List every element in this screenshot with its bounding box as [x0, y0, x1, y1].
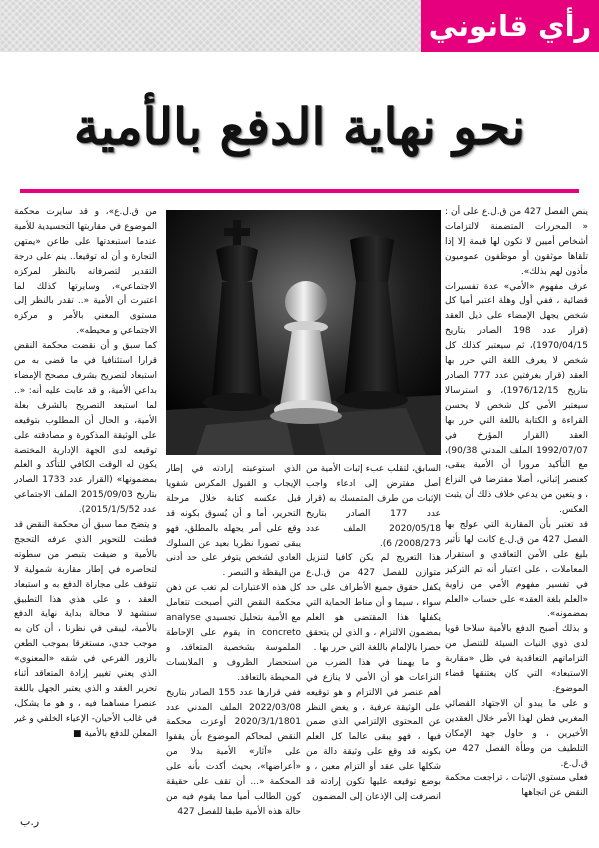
section-label: رأي قانوني	[421, 0, 599, 52]
article-column-right	[445, 205, 588, 830]
paragraph: كل هذه الاعتبارات لم تغب عن ذهن محكمة النقض التي أصبحت تتعامل مع الأمية بتحليل تجسيدي analyse in concreto يقوم على الإحاطة الملموسة بشخصية المتعاقد، و استحضار الظروف و الملابسات المحيطة بالتعاقد.	[166, 583, 301, 683]
article-column-middle-left	[166, 462, 301, 832]
paragraph: و على ما يبدو أن الاجتهاد القضائي المغربي فطن لهذا الأمر خلال العقدين الأخيرين ، و حاول جهد الإمكان التلطيف من وطأة الفصل 427 من ق.ل.ع.	[445, 698, 588, 769]
paragraph: من ق.ل.ع»، و قد سايرت محكمة الموضوع في مقاربتها التجسيدية للأمية عندما استبعدتها على طاعن «يمتهن التجارة و أن له توقيعا.. ينم على درجة التقدير لتصرفاته بالنظر لمركزه الاجتماعي»، وسايرتها كذلك لما اعتبرت أن الأمية «.. تقدر بالنظر إلى مستوى المعني بالأمر و مركزه الاجتماعي و محيطه».	[14, 207, 157, 337]
paragraph: السابق، لتقلب عبء إثبات الأمية من أصل مفترض إلى ادعاء واجب الإثبات من طرف المتمسك به (قرار عدد 177 الصادر بتاريخ 2020/05/18 الملف عدد 2008/273/ 6).	[306, 464, 441, 549]
paragraph: عرف مفهوم «الأمي» عدة تفسيرات قضائية ، ففي أول وهلة اعتبر أميا كل شخص يجهل الإمضاء على ذيل العقد (قرار عدد 198 الصادر بتاريخ 1970/04/15)، ثم سيعتبر كذلك كل شخص لا يعرف اللغة التي حرر بها العقد (قرار بغرفتين عدد 777 الصادر بتاريخ 1976/12/15)، و استرسالا سيعتبر الأمي كل شخص لا يحسن القراءة و الكتابة باللغة التي حرر بها العقد (القرار المؤرخ في 1992/07/07 الملف المدني 90/38)، مع التأكيد مرورا أن الأمية يبقى، كعنصر إثباتي، أصلا مفترضا في النزاع ، و يتعين من يدعي خلاف ذلك أن يثبت العكس.	[445, 281, 588, 516]
paragraph: قد تعتبر بأن المقاربة التي عولج بها الفصل 427 من ق.ل.ع كانت لها تأثير بليغ على الأمن التعاقدي و استقرار المعاملات ، على اعتبار أنه تم التركيز في تفسير مفهوم الأمي من زاوية «العلم بلغة العقد» على حساب «العلم بمضمونه».	[445, 520, 588, 620]
author-initials: ر.ب	[20, 815, 40, 828]
chess-photo	[166, 210, 441, 455]
paragraph: الذي استوعبته إرادته في إطار الإيجاب و القبول المكرس شفويا قبل عكسه كتابة خلال مرحلة التحرير، أما و أن يُسوق بكونه قد وقع على أمر يجهله بالمطلق، فهو يبقى تصورا نظريا بعيد عن السلوك العادي لشخص يتوفر على حد أدنى من اليقظة و التبصر .	[166, 464, 301, 579]
article-column-middle-right	[306, 462, 441, 832]
article-headline: نحو نهاية الدفع بالأمية	[73, 97, 526, 156]
paragraph: و يتضح مما سبق أن محكمة النقض قد فطنت للتحوير الذي عرفه التحجج بالأمية و ضيقت بتبصر من سطوته لتحاصره في إطار مقاربة شمولية لا تتوقف على مجاراة الدفع به و استبعاد العقد ، و على هذي هذا التطبيق سنشهد لا محالة بداية نهاية الدفع بالأمية، ليبقى في نظرنا ، أن كان به موجب جدي، مستغرقا بموجب الطعن بالزور الفرعي في شقه «المعنوي» الذي يعني تغيير إرادة المتعاقد أثناء تحرير العقد و الذي يعتبر الجهل باللغة عنصرا مساهما فيه ، و هو ما يشكل، في غالب الأحيان- الإعياء الخلفي و غير المعلن للدفع بالأمية ■	[14, 520, 157, 739]
headline-rule	[20, 189, 579, 193]
paragraph: و ما يهمنا في هذا الضرب من النزاعات هو أن الأمي لا ينازع في أهم عنصر في الالتزام و هو توقيعه على الوثيقة عرفية ، و يغض النظر عن المحتوى الإلتزامي الذي ضمن فيها ، فهو يبقى عالما كل العلم بكونه قد وقع على وثيقة دالة من شكلها على عقد أو التزام معين ، و بوضع توقيعه عليها تكون إرادته قد انصرفت إلى الإذعان إلى المضمون	[306, 657, 441, 802]
paragraph: كما سبق و أن نقضت محكمة النقض قرارا استئنافيا في ما قضى به من استبعاد لتصريح بشرف مصحح الإمضاء بداعي الأمية، و قد عابت عليه أنه: «.. لما استبعد التصريح بالشرف بعلة الأمية، و الحال أن المطلوب بتوقيعه على الوثيقة المذكورة و مصادقته على توقيعه لدى الجهة الإدارية المختصة يكون له الوقت الكافي للتأكد و العلم بمضمونها» (القرار عدد 1733 الصادر بتاريخ 2015/09/03 الملف الاجتماعي عدد 2015/1/5/52).	[14, 341, 157, 516]
paragraph: ففي قرارها عدد 155 الصادر بتاريخ 2022/03/08 الملف المدني عدد 2020/3/1/1801 أوعزت محكمة النقض لمحاكم الموضوع بأن يقفوا على «آثار» الأمية بدلا من «أعراضها»، بحيث أكدت بأنه على المحكمة «... أن تقف على حقيقة كون الطالب أميا مما يقوم فيه من حالة هذه الأمية طبقا للفصل 427	[166, 687, 301, 817]
paragraph: هذا التعريج لم يكن كافيا لتنزيل متوازن للفصل 427 من ق.ل.ع يكفل حقوق جميع الأطراف على حد سواء ، سيما و أن مناط الحماية التي يكفلها هذا المقتضى هو العلم بمضمون الالتزام ، و الذي لن يتحقق حصرا بالإلمام باللغة التي حرر بها .	[306, 553, 441, 653]
paragraph: فعلى مستوى الإثبات ، تراجعت محكمة النقض عن اتجاهها	[445, 773, 588, 799]
article-column-left	[14, 205, 157, 790]
paragraph: ينص الفصل 427 من ق.ل.ع على أن : « المحررات المتضمنة لالتزامات أشخاص أميين لا تكون لها قيمة إلا إذا تلقاها موثقون أو موظفون عموميون مأذون لهم بذلك».	[445, 207, 588, 277]
paragraph: و بذلك أصبح الدفع بالأمية سلاحا قويا لدى ذوي النيات السيئة للتنصل من التزاماتهم التعاقدية في ظل «مقاربة الاستبعاد» التي كان يعتنقها قضاء الموضوع.	[445, 624, 588, 694]
